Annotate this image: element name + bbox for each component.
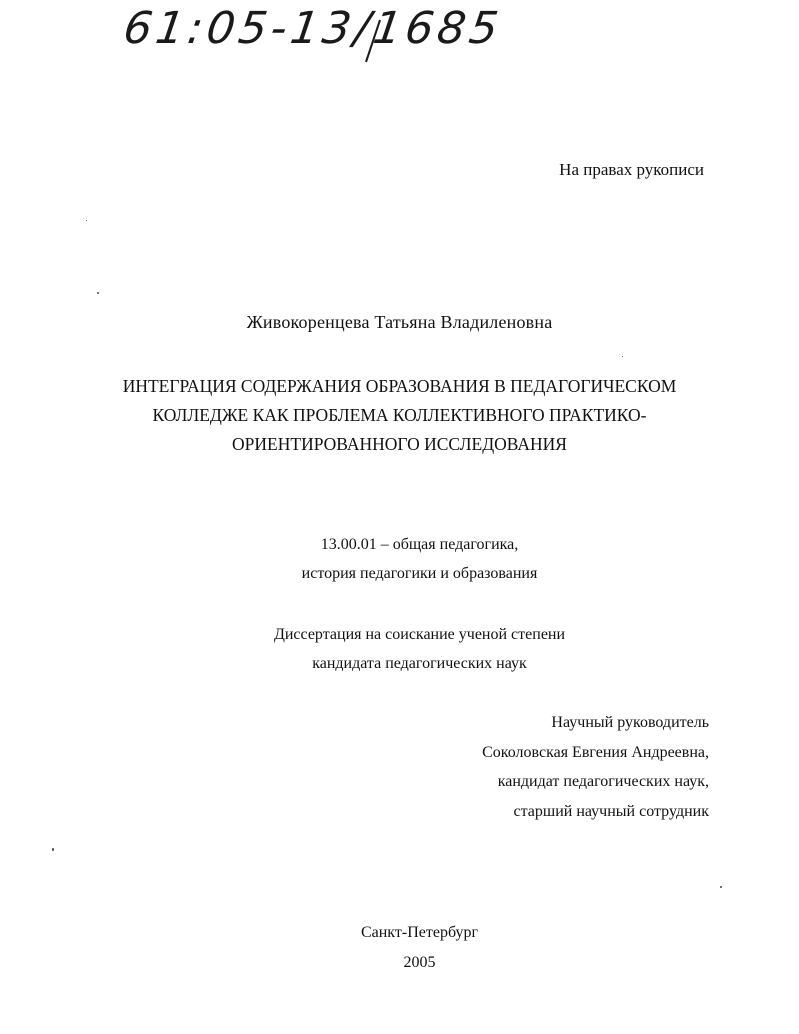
specialty-line-1: 13.00.01 – общая педагогика, xyxy=(320,536,519,553)
place-and-year xyxy=(0,918,799,978)
city: Санкт-Петербург xyxy=(360,924,479,941)
archive-number-text: 61:05-13/1685 xyxy=(120,3,506,54)
scan-speck xyxy=(720,886,722,888)
title-line-3: ОРИЕНТИРОВАННОГО ИССЛЕДОВАНИЯ xyxy=(232,434,567,454)
degree-line-2: кандидата педагогических наук xyxy=(312,655,527,672)
supervisor-degree: кандидат педагогических наук, xyxy=(497,773,709,790)
scan-speck xyxy=(622,356,623,357)
handwritten-archive-number xyxy=(118,0,558,72)
dissertation-title xyxy=(0,372,799,459)
title-line-1: ИНТЕГРАЦИЯ СОДЕРЖАНИЯ ОБРАЗОВАНИЯ В ПЕДАГОГИЧЕСКОМ xyxy=(122,376,677,396)
title-line-2: КОЛЛЕДЖЕ КАК ПРОБЛЕМА КОЛЛЕКТИВНОГО ПРАКТИКО- xyxy=(152,405,647,425)
author-name: Живокоренцева Татьяна Владиленовна xyxy=(246,312,553,332)
degree-line-1: Диссертация на соискание ученой степени xyxy=(273,626,566,643)
supervisor-label: Научный руководитель xyxy=(551,714,709,731)
supervisor-position: старший научный сотрудник xyxy=(513,802,709,820)
supervisor-block xyxy=(482,708,709,826)
degree-statement xyxy=(0,620,799,678)
manuscript-note: На правах рукописи xyxy=(559,160,704,179)
specialty-line-2: история педагогики и образования xyxy=(301,565,538,582)
supervisor-name: Соколовская Евгения Андреевна, xyxy=(482,743,709,761)
scan-speck xyxy=(52,848,54,851)
specialty-code xyxy=(0,530,799,588)
scan-speck xyxy=(97,292,99,294)
archive-number-underline-marks xyxy=(118,0,558,72)
scan-speck xyxy=(86,220,87,221)
year: 2005 xyxy=(403,954,436,971)
